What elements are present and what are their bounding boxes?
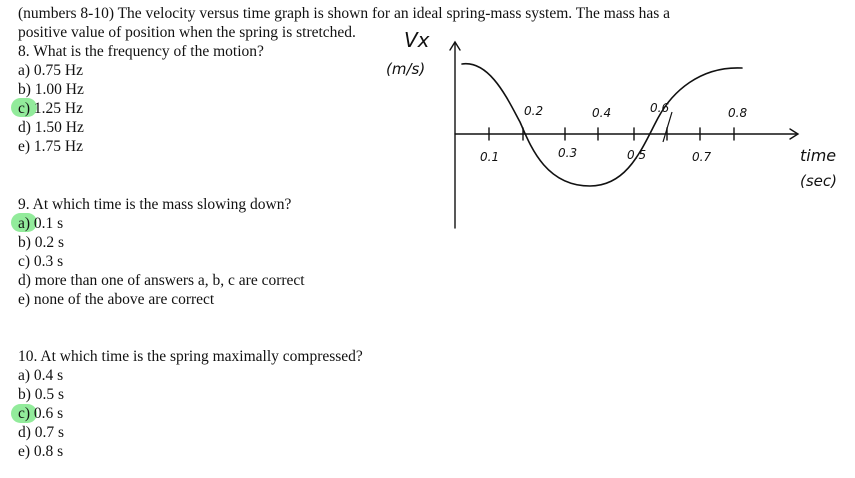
q10-option-c: c) 0.6 s	[18, 405, 64, 422]
q8-option-b: b) 1.00 Hz	[18, 81, 84, 98]
velocity-curve	[462, 64, 742, 186]
q9-option-a: a) 0.1 s	[18, 215, 64, 232]
intro-line-2: positive value of position when the spring is stretched.	[18, 24, 356, 41]
x-axis-label: time	[800, 146, 837, 165]
q8-option-e: e) 1.75 Hz	[18, 138, 83, 155]
q8-question: 8. What is the frequency of the motion?	[18, 43, 264, 60]
q8-option-c: c) 1.25 Hz	[18, 100, 83, 117]
q10-option-a: a) 0.4 s	[18, 367, 64, 384]
q9-question: 9. At which time is the mass slowing down?	[18, 196, 292, 213]
q10-option-e: e) 0.8 s	[18, 443, 64, 460]
tick-label-0.7: 0.7	[692, 150, 712, 164]
q9-option-e: e) none of the above are correct	[18, 291, 215, 308]
tick-label-0.3: 0.3	[558, 146, 578, 160]
q8-option-a: a) 0.75 Hz	[18, 62, 83, 79]
q10-option-b: b) 0.5 s	[18, 386, 65, 403]
q10-option-d: d) 0.7 s	[18, 424, 65, 441]
q9-option-b: b) 0.2 s	[18, 234, 65, 251]
tick-label-0.1: 0.1	[480, 150, 500, 164]
q9-option-d: d) more than one of answers a, b, c are correct	[18, 272, 305, 289]
q10-question: 10. At which time is the spring maximally compressed?	[18, 348, 363, 365]
tick-label-0.5: 0.5	[627, 148, 647, 162]
intro-line-1: (numbers 8-10) The velocity versus time graph is shown for an ideal spring-mass system. The mass has a	[18, 5, 671, 22]
tick-label-0.6: 0.6	[650, 101, 670, 115]
q9-option-c: c) 0.3 s	[18, 253, 64, 270]
y-axis-units: (m/s)	[386, 60, 426, 78]
tick-label-0.4: 0.4	[592, 106, 612, 120]
tick-label-0.2: 0.2	[524, 104, 544, 118]
y-axis-label: Vx	[404, 28, 430, 52]
q8-option-d: d) 1.50 Hz	[18, 119, 84, 136]
x-axis-units: (sec)	[800, 172, 837, 190]
tick-label-0.8: 0.8	[728, 106, 748, 120]
